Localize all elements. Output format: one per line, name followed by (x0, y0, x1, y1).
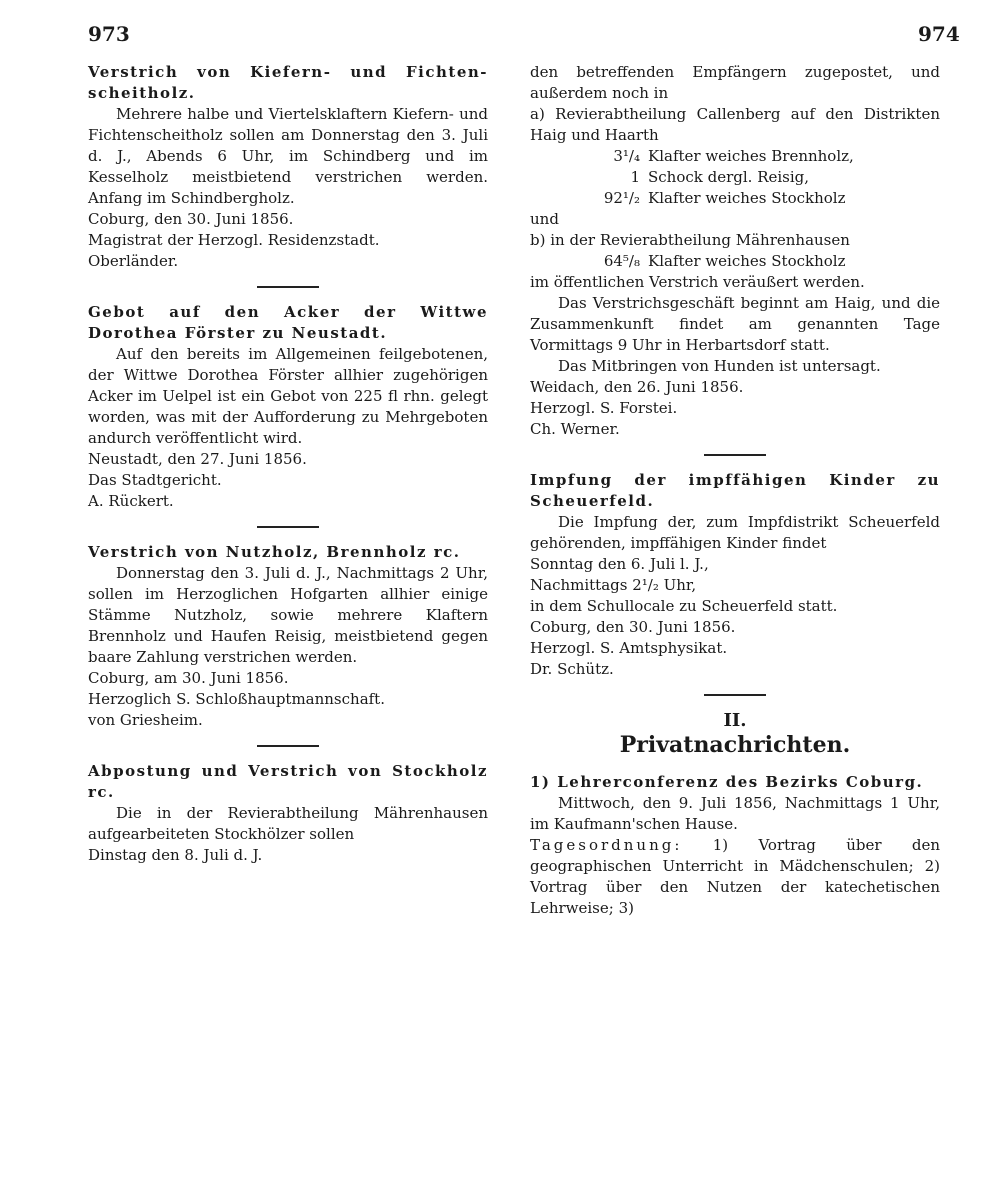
notice-tail: in dem Schullocale zu Scheuerfeld statt. (530, 597, 838, 615)
list-item-b: b) in der Revierabtheilung Mährenhausen (530, 231, 850, 249)
right-column (530, 62, 940, 919)
agenda-paragraph (530, 835, 940, 919)
quantity-line (530, 146, 940, 167)
notice-body: Auf den bereits im Allgemeinen feilgebotenen, der Wittwe Dorothea Förster allhier zugehörigen Acker im Uelpel ist ein Gebot von 225 fl rhn. gelegt worden, was mit der Aufforderung zu Mehrgeboten andurch veröffentlicht wird. (88, 345, 488, 447)
notice-when: Mittwoch, den 9. Juli 1856, Nachmittags 1 Uhr, im Kaufmann'schen Hause. (530, 794, 940, 833)
notice-authority: Herzoglich S. Schloßhauptmannschaft. (88, 690, 385, 708)
section-title: Privatnachrichten. (619, 732, 851, 758)
list-item-b-tail: im öffentlichen Verstrich veräußert werden. (530, 273, 865, 291)
notice-time-line: Nachmittags 2¹/₂ Uhr, (530, 576, 697, 594)
quantity-description: Klafter weiches Stockholz (648, 252, 846, 270)
agenda-text: 1) Vortrag über den geographischen Unterricht in Mädchenschulen; 2) Vortrag über den Nutzen der katechetischen Lehrweise; 3) (530, 836, 940, 917)
notice-title: Verstrich von Nutzholz, Brennholz rc. (88, 543, 461, 561)
conjunction-und: und (530, 210, 559, 228)
notice-place-date: Weidach, den 26. Juni 1856. (530, 378, 744, 396)
agenda-label: Tagesordnung: (530, 836, 683, 854)
notice-paragraph: Das Mitbringen von Hunden ist untersagt. (558, 357, 881, 375)
notice-place-date: Neustadt, den 27. Juni 1856. (88, 450, 307, 468)
notice-place-date: Coburg, am 30. Juni 1856. (88, 669, 289, 687)
notice-authority: Magistrat der Herzogl. Residenzstadt. (88, 231, 380, 249)
notice-signature: Oberländer. (88, 252, 179, 270)
continuation-text: den betreffenden Empfängern zugepostet, und außerdem noch in (530, 63, 940, 102)
separator-rule (704, 454, 766, 456)
notice-signature: Ch. Werner. (530, 420, 620, 438)
notice-body: Die Impfung der, zum Impfdistrikt Scheuerfeld gehörenden, impffähigen Kinder findet (530, 513, 940, 552)
notice-signature: A. Rückert. (88, 492, 174, 510)
quantity-value: 1 (630, 168, 640, 186)
left-column (88, 62, 488, 866)
quantity-line (530, 167, 940, 188)
notice-title: Abpostung und Verstrich von Stockholz rc. (88, 762, 488, 801)
separator-rule (257, 526, 319, 528)
notice-date-line: Dinstag den 8. Juli d. J. (88, 846, 263, 864)
separator-rule (257, 745, 319, 747)
notice-signature: von Griesheim. (88, 711, 203, 729)
notice-date-line: Sonntag den 6. Juli l. J., (530, 555, 709, 573)
notice-body: Mehrere halbe und Viertelsklaftern Kiefern- und Fichtenscheitholz sollen am Donnerstag den 3. Juli d. J., Abends 6 Uhr, im Schindberg und im Kesselholz meistbietend verstrichen werden. Anfang im Schindbergholz. (88, 105, 488, 207)
page-number-left: 973 (88, 22, 130, 46)
quantity-list-b (530, 251, 940, 272)
notice-authority: Herzogl. S. Amtsphysikat. (530, 639, 728, 657)
notice-signature: Dr. Schütz. (530, 660, 614, 678)
separator-rule (257, 286, 319, 288)
quantity-description: Schock dergl. Reisig, (648, 168, 810, 186)
notice-paragraph: Das Verstrichsgeschäft beginnt am Haig, und die Zusammenkunft findet am genannten Tage Vormittags 9 Uhr in Herbartsdorf statt. (530, 294, 940, 354)
notice-title: Impfung der impffähigen Kinder zu Scheuerfeld. (530, 471, 940, 510)
quantity-line (530, 251, 940, 272)
notice-place-date: Coburg, den 30. Juni 1856. (88, 210, 294, 228)
notice-place-date: Coburg, den 30. Juni 1856. (530, 618, 736, 636)
quantity-value: 92¹/₂ (603, 189, 640, 207)
notice-title: Gebot auf den Acker der Wittwe Dorothea Förster zu Neustadt. (88, 303, 488, 342)
quantity-line (530, 188, 940, 209)
quantity-description: Klafter weiches Stockholz (648, 189, 846, 207)
notice-title: 1) Lehrerconferenz des Bezirks Coburg. (530, 773, 924, 791)
notice-body: Die in der Revierabtheilung Mährenhausen aufgearbeiteten Stockhölzer sollen (88, 804, 488, 843)
separator-rule (704, 694, 766, 696)
list-item-a: a) Revierabtheilung Callenberg auf den Distrikten Haig und Haarth (530, 105, 940, 144)
page-number-right: 974 (918, 22, 960, 46)
section-numeral: II. (723, 710, 747, 731)
quantity-list-a (530, 146, 940, 209)
notice-authority: Das Stadtgericht. (88, 471, 222, 489)
quantity-description: Klafter weiches Brennholz, (648, 147, 854, 165)
notice-authority: Herzogl. S. Forstei. (530, 399, 678, 417)
quantity-value: 3¹/₄ (613, 147, 640, 165)
notice-title: Verstrich von Kiefern- und Fichten-scheitholz. (88, 63, 488, 102)
notice-body: Donnerstag den 3. Juli d. J., Nachmittags 2 Uhr, sollen im Herzoglichen Hofgarten allhier einige Stämme Nutzholz, sowie mehrere Klaftern Brennholz und Haufen Reisig, meistbietend gegen baare Zahlung verstrichen werden. (88, 564, 488, 666)
quantity-value: 64⁵/₈ (603, 252, 640, 270)
